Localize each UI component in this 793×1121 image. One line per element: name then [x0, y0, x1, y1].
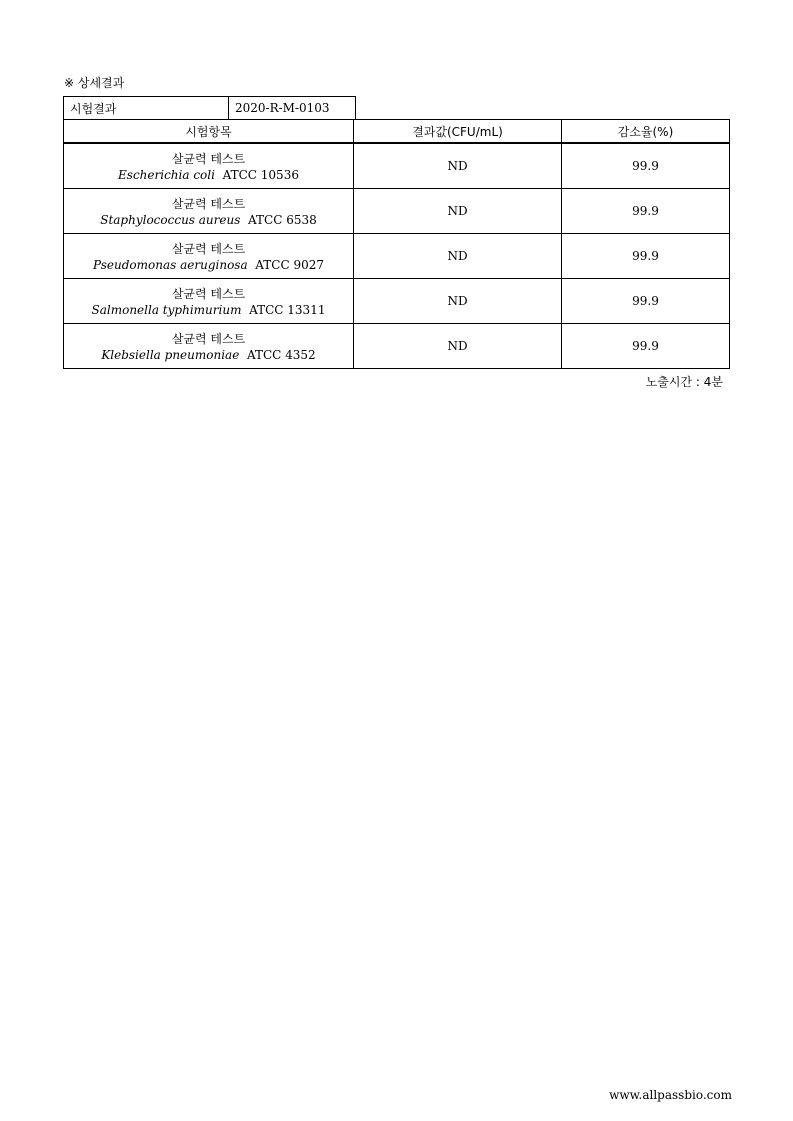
result-value: ND — [354, 143, 562, 189]
strain-line — [64, 167, 353, 183]
test-item-cell — [64, 189, 354, 234]
test-item-cell — [64, 279, 354, 324]
table-row — [64, 324, 730, 369]
table-row — [64, 234, 730, 279]
test-item-cell — [64, 234, 354, 279]
header-result: 결과값(CFU/mL) — [354, 120, 562, 144]
test-name: 살균력 테스트 — [171, 332, 246, 346]
organism-name: Escherichia coli — [118, 168, 215, 182]
results-table — [63, 119, 730, 369]
test-item-cell — [64, 324, 354, 369]
table-row — [64, 279, 730, 324]
exposure-time-note: 노출시간 : 4분 — [645, 375, 723, 389]
organism-name: Salmonella typhimurium — [91, 303, 242, 317]
strain-line — [64, 302, 353, 318]
strain-id: ATCC 13311 — [249, 303, 326, 317]
result-value: ND — [354, 234, 562, 279]
reduction-value: 99.9 — [562, 189, 730, 234]
result-value: ND — [354, 279, 562, 324]
test-item-cell — [64, 143, 354, 189]
test-name: 살균력 테스트 — [171, 287, 246, 301]
header-test-item: 시험항목 — [64, 120, 354, 144]
organism-name: Staphylococcus aureus — [100, 213, 241, 227]
strain-id: ATCC 6538 — [248, 213, 317, 227]
strain-line — [64, 257, 353, 273]
meta-row — [64, 97, 356, 120]
report-number: 2020-R-M-0103 — [229, 97, 356, 120]
test-name: 살균력 테스트 — [171, 242, 246, 256]
test-name: 살균력 테스트 — [171, 152, 246, 166]
meta-label: 시험결과 — [64, 97, 229, 120]
organism-name: Klebsiella pneumoniae — [101, 348, 240, 362]
header-reduction: 감소율(%) — [562, 120, 730, 144]
strain-id: ATCC 10536 — [222, 168, 299, 182]
reduction-value: 99.9 — [562, 279, 730, 324]
section-title: ※ 상세결과 — [64, 76, 125, 90]
test-name: 살균력 테스트 — [171, 197, 246, 211]
table-row — [64, 143, 730, 189]
organism-name: Pseudomonas aeruginosa — [93, 258, 248, 272]
reduction-value: 99.9 — [562, 234, 730, 279]
strain-id: ATCC 4352 — [246, 348, 316, 362]
report-meta-table — [63, 96, 356, 120]
strain-line — [64, 347, 353, 363]
header-row — [64, 120, 730, 144]
result-value: ND — [354, 189, 562, 234]
footer-url: www.allpassbio.com — [609, 1088, 732, 1102]
strain-line — [64, 212, 353, 228]
strain-id: ATCC 9027 — [255, 258, 324, 272]
table-row — [64, 189, 730, 234]
result-value: ND — [354, 324, 562, 369]
reduction-value: 99.9 — [562, 324, 730, 369]
reduction-value: 99.9 — [562, 143, 730, 189]
